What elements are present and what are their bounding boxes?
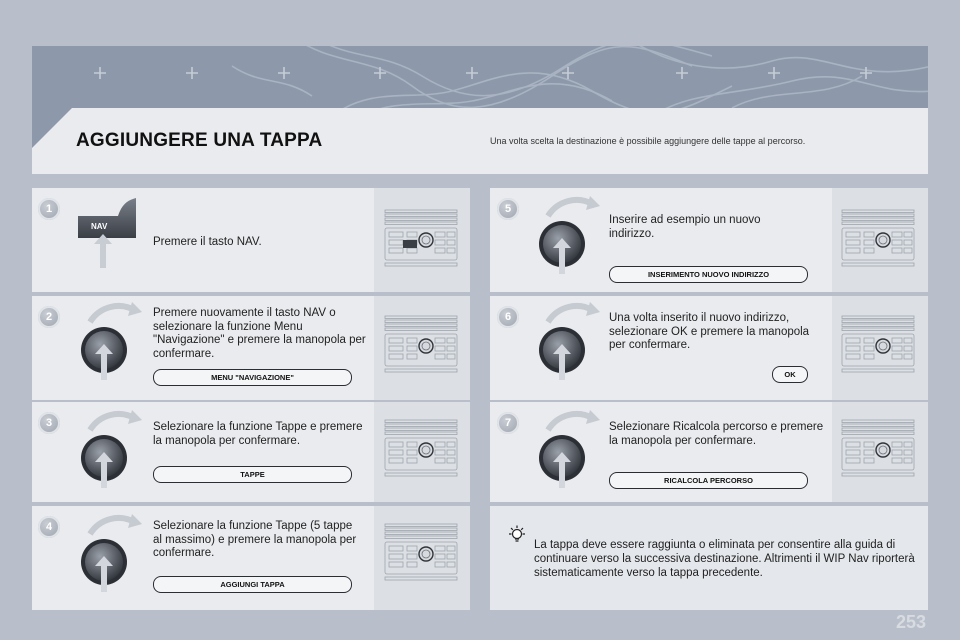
step-text: Premere il tasto NAV. xyxy=(153,236,262,248)
step-text: Inserire ad esempio un nuovo indirizzo. xyxy=(609,214,761,240)
inserimento-nuovo-indirizzo-button[interactable]: INSERIMENTO NUOVO INDIRIZZO xyxy=(609,266,808,283)
nav-button-label: NAV xyxy=(91,222,108,231)
ricalcola-percorso-button[interactable]: RICALCOLA PERCORSO xyxy=(609,472,808,489)
menu-navigazione-button[interactable]: MENU "NAVIGAZIONE" xyxy=(153,369,352,386)
rotary-knob-icon xyxy=(72,512,146,596)
corner-fold xyxy=(32,108,72,148)
step-number: 2 xyxy=(38,306,60,328)
step-number: 6 xyxy=(497,306,519,328)
radio-unit-icon xyxy=(381,416,461,480)
radio-unit-icon xyxy=(838,312,918,376)
step-text: Selezionare Ricalcola percorso e premere la manopola per confermare. xyxy=(609,421,824,447)
note-text: La tappa deve essere raggiunta o eliminata per consentire alla guida di continuare verso la successiva destinazione. Altrimenti il WIP Nav riporterà sistematicamente verso la tappa precedente. xyxy=(534,539,915,579)
step-text: Selezionare la funzione Tappe e premere la manopola per confermare. xyxy=(153,421,363,447)
rotary-knob-icon xyxy=(530,194,604,278)
aggiungi-tappa-button[interactable]: AGGIUNGI TAPPA xyxy=(153,576,352,593)
tappe-button[interactable]: TAPPE xyxy=(153,466,352,483)
rotary-knob-icon xyxy=(72,408,146,492)
step-text: Premere nuovamente il tasto NAV o selezionare la funzione Menu "Navigazione" e premere la manopola per confermare. xyxy=(153,307,366,360)
step-number: 7 xyxy=(497,412,519,434)
step-number: 4 xyxy=(38,516,60,538)
rotary-knob-icon xyxy=(530,408,604,492)
step-number: 1 xyxy=(38,198,60,220)
radio-unit-icon xyxy=(381,520,461,584)
step-number: 3 xyxy=(38,412,60,434)
nav-button-icon xyxy=(70,194,140,274)
lightbulb-icon xyxy=(506,524,528,546)
page-number: 253 xyxy=(895,612,926,632)
intro-text: Una volta scelta la destinazione è possibile aggiungere delle tappe al percorso. xyxy=(490,136,806,146)
radio-unit-icon xyxy=(381,206,461,270)
rotary-knob-icon xyxy=(72,300,146,384)
radio-unit-icon xyxy=(381,312,461,376)
step-number: 5 xyxy=(497,198,519,220)
rotary-knob-icon xyxy=(530,300,604,384)
header-banner xyxy=(32,46,928,108)
topographic-pattern xyxy=(32,46,928,108)
radio-unit-icon xyxy=(838,416,918,480)
step-text: Una volta inserito il nuovo indirizzo, selezionare OK e premere la manopola per confermare. xyxy=(609,312,810,351)
radio-unit-icon xyxy=(838,206,918,270)
step-text: Selezionare la funzione Tappe (5 tappe al massimo) e premere la manopola per confermare. xyxy=(153,520,357,559)
page-title: AGGIUNGERE UNA TAPPA xyxy=(76,130,323,151)
ok-button[interactable]: OK xyxy=(772,366,808,383)
